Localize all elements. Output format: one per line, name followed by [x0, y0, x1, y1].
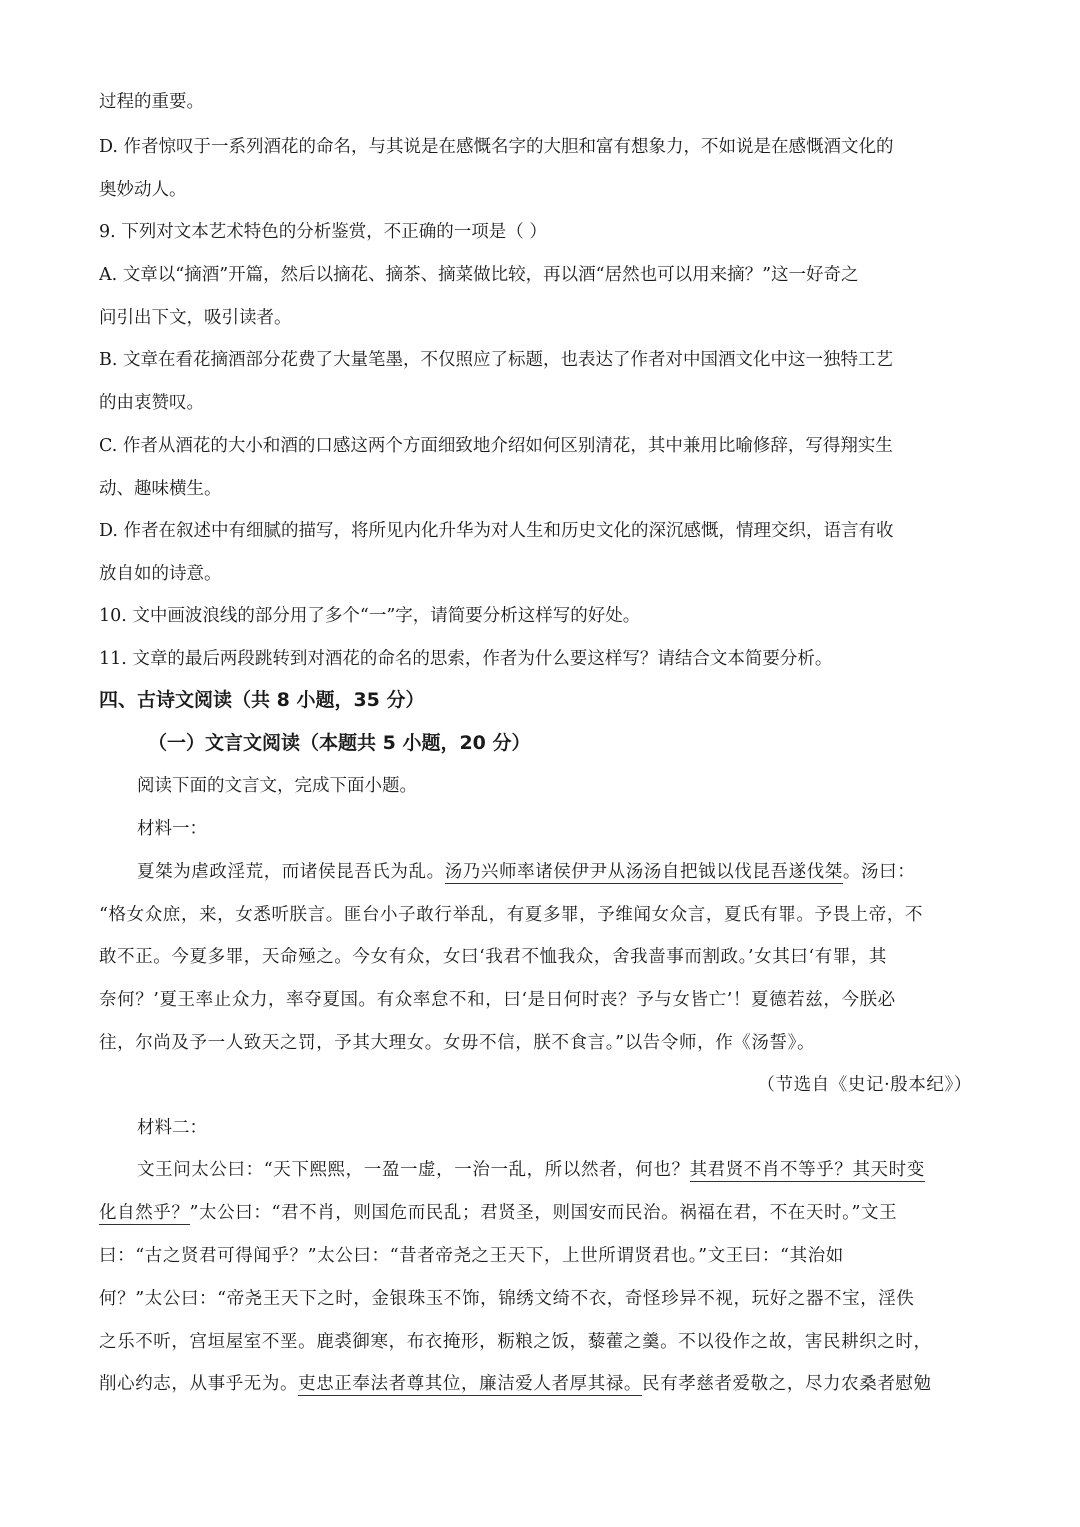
material2-line6 — [99, 1372, 979, 1396]
q9-option-a-line1: A. 文章以“摘酒”开篇，然后以摘花、摘茶、摘菜做比较，再以酒“居然也可以用来摘？”这一好奇之 — [99, 265, 859, 285]
q9-stem: 9. 下列对文本艺术特色的分析鉴赏，不正确的一项是（ ） — [99, 222, 547, 242]
material1-line2: “格女众庶，来，女悉听朕言。匪台小子敢行举乱，有夏多罪，予维闻女众言，夏氏有罪。予畏上帝，不 — [99, 905, 924, 925]
q8-option-c-tail: 过程的重要。 — [99, 92, 204, 112]
material1-line4: 奈何？’夏王率止众力，率夺夏国。有众率怠不和，曰‘是日何时丧？予与女皆亡’！夏德若兹，今朕必 — [99, 990, 896, 1010]
material2-line2-rest: ”太公曰：“君不肖，则国危而民乱；君贤圣，则国安而民治。祸福在君，不在天时。”文王 — [189, 1203, 898, 1223]
material1-label: 材料一： — [137, 819, 207, 839]
q9-option-b-line1: B. 文章在看花摘酒部分花费了大量笔墨，不仅照应了标题，也表达了作者对中国酒文化中这一独特工艺 — [99, 350, 893, 370]
section-subtitle: （一）文言文阅读（本题共 5 小题，20 分） — [148, 732, 531, 754]
material1-line5: 往，尔尚及予一人致天之罚，予其大理女。女毋不信，朕不食言。”以告令师，作《汤誓》。 — [99, 1033, 816, 1053]
section-title: 四、古诗文阅读（共 8 小题，35 分） — [99, 689, 425, 711]
q8-option-d-line2: 奥妙动人。 — [99, 180, 187, 200]
material2-line2 — [99, 1201, 979, 1225]
q9-option-b-line2: 的由衷赞叹。 — [99, 393, 204, 413]
q9-option-a-line2: 问引出下文，吸引读者。 — [99, 308, 292, 328]
material2-underlined-question: 其君贤不肖不等乎？其天时变 — [689, 1160, 925, 1180]
q11-stem: 11. 文章的最后两段跳转到对酒花的命名的思索，作者为什么要这样写？请结合文本简要分析。 — [99, 649, 833, 669]
q10-stem: 10. 文中画波浪线的部分用了多个“一”字，请简要分析这样写的好处。 — [99, 606, 641, 626]
section-instruction: 阅读下面的文言文，完成下面小题。 — [137, 776, 417, 796]
q9-option-d-line2: 放自如的诗意。 — [99, 564, 222, 584]
q9-option-c-line2: 动、趣味横生。 — [99, 479, 222, 499]
material1-source: （节选自《史记·殷本纪》） — [757, 1075, 972, 1095]
material2-underlined-sentence: 吏忠正奉法者尊其位，廉洁爱人者厚其禄。 — [298, 1374, 643, 1394]
q8-option-d-line1: D. 作者惊叹于一系列酒花的命名，与其说是在感慨名字的大胆和富有想象力，不如说是在感慨酒文化的 — [99, 137, 894, 157]
material1-line1 — [137, 860, 979, 884]
material2-line3: 曰：“古之贤君可得闻乎？”太公曰：“昔者帝尧之王天下，上世所谓贤君也。”文王曰：“其治如 — [99, 1246, 844, 1266]
q9-option-d-line1: D. 作者在叙述中有细腻的描写，将所见内化升华为对人生和历史文化的深沉感慨，情理交织，语言有收 — [99, 521, 894, 541]
material2-underlined-question-end: 化自然乎？ — [99, 1203, 190, 1223]
material2-line6-start: 削心约志，从事乎无为。 — [99, 1374, 299, 1394]
material2-line5: 之乐不听，宫垣屋室不垩。鹿裘御寒，布衣掩形，粝粮之饭，藜藿之羹。不以役作之故，害民耕织之时， — [99, 1332, 932, 1352]
material1-line3: 敢不正。今夏多罪，天命殛之。今女有众，女曰‘我君不恤我众，舍我啬事而割政。’女其曰‘有罪，其 — [99, 947, 888, 967]
material2-line1-start: 文王问太公曰：“天下熙熙，一盈一虚，一治一乱，所以然者，何也？ — [137, 1160, 690, 1180]
material2-line6-end: 民有孝慈者爱敬之，尽力农桑者慰勉 — [642, 1374, 932, 1394]
material2-label: 材料二： — [137, 1118, 207, 1138]
q9-option-c-line1: C. 作者从酒花的大小和酒的口感这两个方面细致地介绍如何区别清花，其中兼用比喻修辞，写得翔实生 — [99, 436, 893, 456]
material1-underlined-sentence: 汤乃兴师率诸侯伊尹从汤汤自把钺以伐昆吾遂伐桀 — [444, 862, 843, 882]
material2-line4: 何？”太公曰：“帝尧王天下之时，金银珠玉不饰，锦绣文绮不衣，奇怪珍异不视，玩好之器不宝，淫佚 — [99, 1289, 915, 1309]
material1-line1-end: 。汤曰： — [842, 862, 916, 882]
material2-line1 — [137, 1158, 979, 1182]
material1-line1-start: 夏桀为虐政淫荒，而诸侯昆吾氏为乱。 — [137, 862, 445, 882]
